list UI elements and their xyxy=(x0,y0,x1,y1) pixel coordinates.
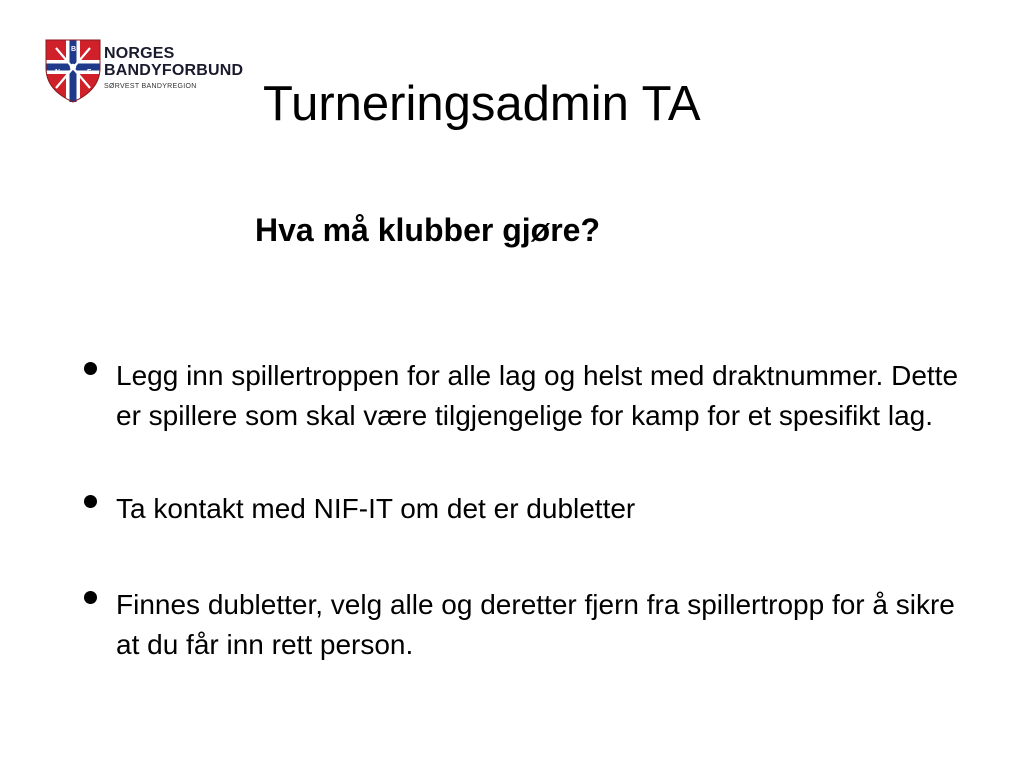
bullet-dot-icon xyxy=(84,362,97,375)
shield-emblem-icon xyxy=(44,38,102,104)
bullet-dot-icon xyxy=(84,495,97,508)
bullet-text-2: Ta kontakt med NIF-IT om det er dubletter xyxy=(116,493,636,524)
shield-letter-b: B xyxy=(71,46,77,53)
logo-line-bandyforbund: BANDYFORBUND xyxy=(104,62,244,79)
bullet-list xyxy=(90,356,970,665)
bullet-text-1: Legg inn spillertroppen for alle lag og helst med draktnummer. Dette er spillere som skal være tilgjengelige for kamp for et spesifikt lag. xyxy=(116,360,959,431)
bullet-item-3 xyxy=(90,585,970,665)
logo-subline: SØRVEST BANDYREGION xyxy=(104,83,197,90)
bullet-item-2 xyxy=(90,489,970,529)
shield-letter-f: F xyxy=(87,69,92,76)
logo-wordmark xyxy=(104,46,243,90)
bullet-dot-icon xyxy=(84,591,97,604)
shield-letter-n: N xyxy=(55,69,61,76)
slide-title: Turneringsadmin TA xyxy=(263,77,701,131)
norges-bandyforbund-logo xyxy=(44,38,244,108)
bullet-item-1 xyxy=(90,356,970,436)
slide-subtitle: Hva må klubber gjøre? xyxy=(255,212,600,248)
logo-line-norges: NORGES xyxy=(104,45,175,62)
bullet-text-3: Finnes dubletter, velg alle og deretter fjern fra spillertropp for å sikre at du får inn rett person. xyxy=(116,589,955,660)
